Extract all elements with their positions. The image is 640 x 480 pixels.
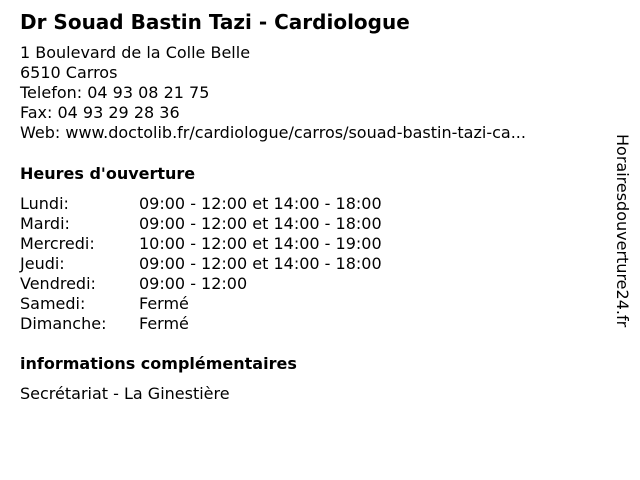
address-city: 6510 Carros bbox=[20, 63, 118, 82]
hours-row-tuesday bbox=[20, 214, 382, 234]
time-value: Fermé bbox=[139, 314, 189, 333]
hours-row-wednesday bbox=[20, 234, 382, 254]
time-value: 09:00 - 12:00 et 14:00 - 18:00 bbox=[139, 254, 382, 273]
website-link[interactable]: Web: www.doctolib.fr/cardiologue/carros/souad-bastin-tazi-ca... bbox=[20, 123, 526, 142]
day-label: Jeudi: bbox=[20, 254, 65, 273]
opening-hours-heading: Heures d'ouverture bbox=[20, 164, 196, 183]
phone-number: Telefon: 04 93 08 21 75 bbox=[20, 83, 210, 102]
day-label: Dimanche: bbox=[20, 314, 107, 333]
hours-row-thursday bbox=[20, 254, 382, 274]
hours-row-friday bbox=[20, 274, 382, 294]
opening-hours-table bbox=[20, 194, 382, 334]
time-value: 09:00 - 12:00 et 14:00 - 18:00 bbox=[139, 194, 382, 213]
day-label: Vendredi: bbox=[20, 274, 96, 293]
hours-row-monday bbox=[20, 194, 382, 214]
fax-number: Fax: 04 93 29 28 36 bbox=[20, 103, 180, 122]
site-watermark: Horairesdouverture24.fr bbox=[613, 134, 632, 328]
day-label: Lundi: bbox=[20, 194, 69, 213]
contact-details bbox=[20, 43, 526, 143]
hours-row-saturday bbox=[20, 294, 382, 314]
business-name: Dr Souad Bastin Tazi - Cardiologue bbox=[20, 10, 410, 34]
time-value: 09:00 - 12:00 et 14:00 - 18:00 bbox=[139, 214, 382, 233]
day-label: Mardi: bbox=[20, 214, 70, 233]
additional-info-text: Secrétariat - La Ginestière bbox=[20, 384, 230, 403]
address-street: 1 Boulevard de la Colle Belle bbox=[20, 43, 251, 62]
time-value: 09:00 - 12:00 bbox=[139, 274, 248, 293]
time-value: 10:00 - 12:00 et 14:00 - 19:00 bbox=[139, 234, 382, 253]
time-value: Fermé bbox=[139, 294, 189, 313]
additional-info-heading: informations complémentaires bbox=[20, 354, 297, 373]
hours-row-sunday bbox=[20, 314, 382, 334]
day-label: Mercredi: bbox=[20, 234, 95, 253]
day-label: Samedi: bbox=[20, 294, 86, 313]
